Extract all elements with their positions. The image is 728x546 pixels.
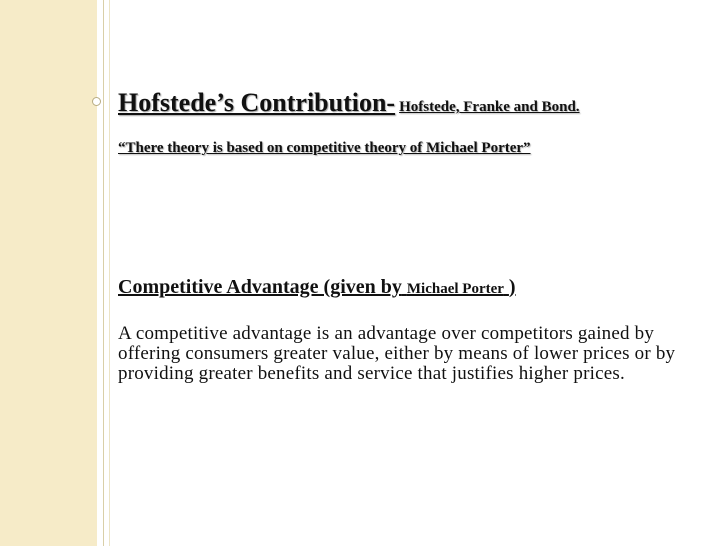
title-authors: Hofstede, Franke and Bond.: [399, 99, 580, 115]
circle-bullet-icon: [92, 97, 101, 106]
section-heading: [118, 274, 713, 302]
decorative-sidebar: [0, 0, 97, 546]
sidebar-divider: [103, 0, 104, 546]
title-main: Hofstede’s Contribution-: [118, 88, 396, 117]
heading-name: Michael Porter: [406, 281, 504, 297]
heading-close: ): [508, 276, 516, 298]
title-block: [118, 86, 708, 157]
heading-main: Competitive Advantage (given by: [118, 276, 402, 298]
definition-paragraph: A competitive advantage is an advantage over competitors gained by offering consumers greater value, either by means of lower prices or by providing greater benefits and service that justifies higher prices.: [118, 323, 676, 384]
sidebar-divider-secondary: [109, 0, 110, 546]
body-block: [118, 274, 713, 384]
slide-title: [118, 86, 708, 124]
slide-subtitle: “There theory is based on competitive theory of Michael Porter”: [118, 140, 531, 156]
